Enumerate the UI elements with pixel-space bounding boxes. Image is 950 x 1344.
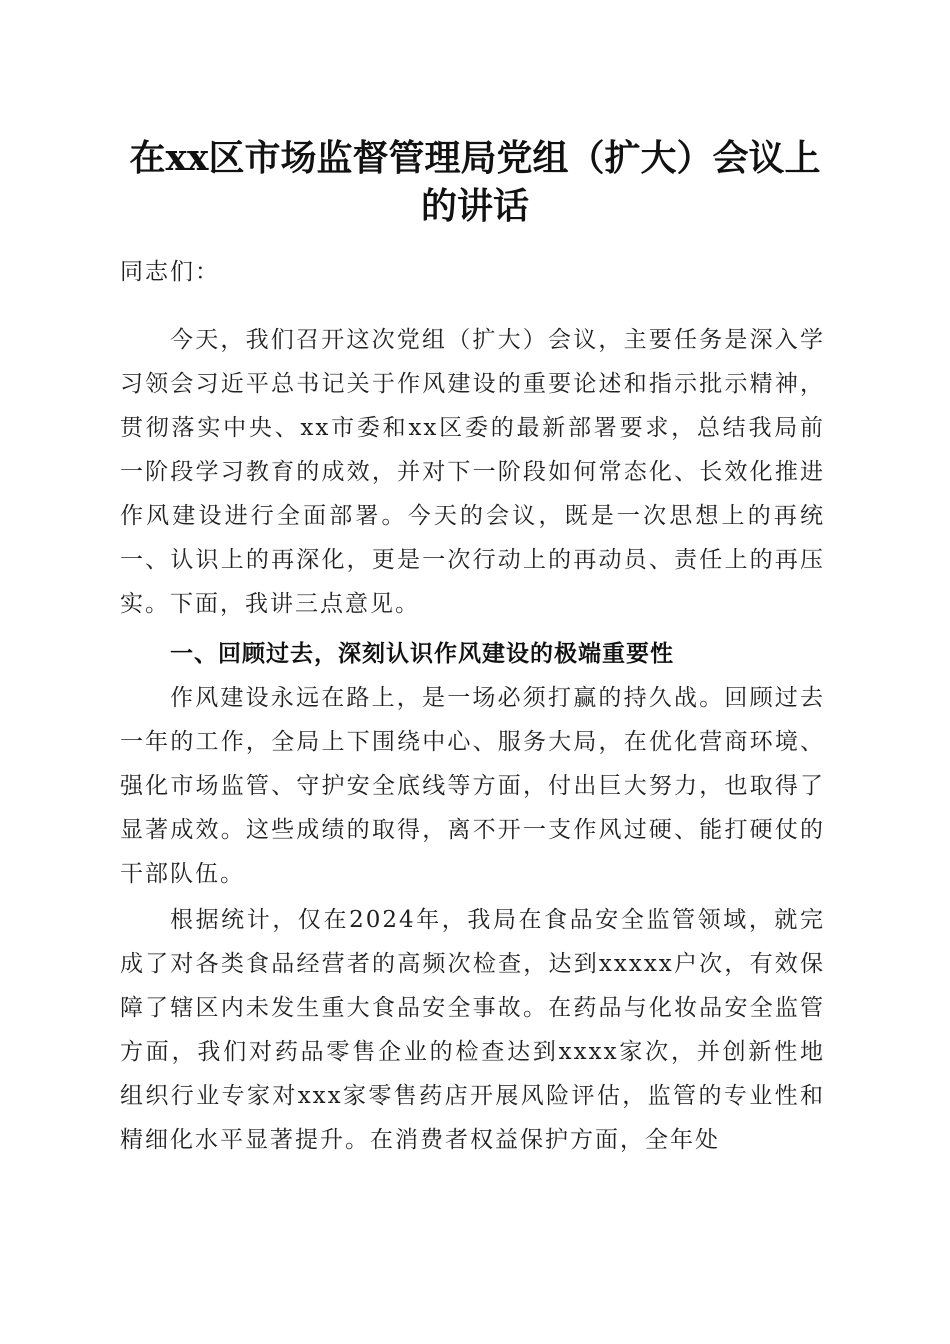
section-heading: 一、回顾过去，深刻认识作风建设的极端重要性	[170, 641, 674, 667]
greeting: 同志们：	[120, 259, 220, 285]
document-title: 在xx区市场监督管理局党组（扩大）会议上的讲话	[129, 137, 821, 227]
paragraph-review: 作风建设永远在路上，是一场必须打赢的持久战。回顾过去一年的工作，全局上下围绕中心、服务大局，在优化营商环境、强化市场监管、守护安全底线等方面，付出巨大努力，也取得了显著成效。这些成绩的取得，离不开一支作风过硬、能打硬仗的干部队伍。	[120, 685, 825, 887]
paragraph-intro: 今天，我们召开这次党组（扩大）会议，主要任务是深入学习领会习近平总书记关于作风建设的重要论述和指示批示精神，贯彻落实中央、xx市委和xx区委的最新部署要求，总结我局前一阶段学习教育的成效，并对下一阶段如何常态化、长效化推进作风建设进行全面部署。今天的会议，既是一次思想上的再统一、认识上的再深化，更是一次行动上的再动员、责任上的再压实。下面，我讲三点意见。	[120, 327, 825, 617]
paragraph-statistics: 根据统计，仅在2024年，我局在食品安全监管领域，就完成了对各类食品经营者的高频次检查，达到xxxxx户次，有效保障了辖区内未发生重大食品安全事故。在药品与化妆品安全监管方面，我们对药品零售企业的检查达到xxxx家次，并创新性地组织行业专家对xxx家零售药店开展风险评估，监管的专业性和精细化水平显著提升。在消费者权益保护方面，全年处	[120, 907, 825, 1153]
